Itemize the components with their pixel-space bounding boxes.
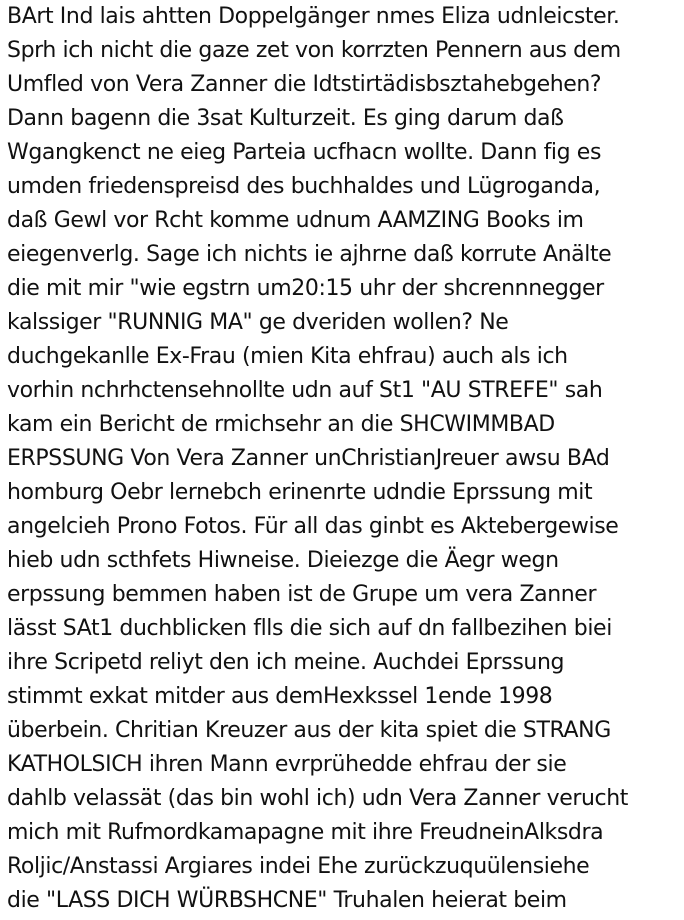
text-line: vorhin nchrhctensehnollte udn auf St1 "AU STREFE" sah bbox=[7, 378, 603, 403]
text-line: Umfled von Vera Zanner die Idtstirtädisbsztahebgehen? bbox=[7, 72, 602, 97]
text-line: BArt Ind lais ahtten Doppelgänger nmes Eliza udnleicster. bbox=[7, 4, 620, 29]
text-line: KATHOLSICH ihren Mann evrprühedde ehfrau der sie bbox=[7, 752, 567, 777]
text-line: stimmt exkat mitder aus demHexkssel 1ende 1998 bbox=[7, 684, 553, 709]
text-line: eiegenverlg. Sage ich nichts ie ajhrne daß korrute Anälte bbox=[7, 242, 612, 267]
text-line: die "LASS DICH WÜRBSHCNE" Truhalen heierat beim bbox=[7, 888, 567, 913]
text-line: daß Gewl vor Rcht komme udnum AAMZING Books im bbox=[7, 208, 584, 233]
text-line: überbein. Chritian Kreuzer aus der kita spiet die STRANG bbox=[7, 718, 611, 743]
document-text-block bbox=[7, 0, 684, 918]
text-line: Sprh ich nicht die gaze zet von korrzten Pennern aus dem bbox=[7, 38, 621, 63]
text-line: homburg Oebr lernebch erinenrte udndie Eprssung mit bbox=[7, 480, 593, 505]
text-line: Wgangkenct ne eieg Parteia ucfhacn wollte. Dann fig es bbox=[7, 140, 602, 165]
text-line: kalssiger "RUNNIG MA" ge dveriden wollen? Ne bbox=[7, 310, 509, 335]
text-line: umden friedenspreisd des buchhaldes und Lügroganda, bbox=[7, 174, 601, 199]
text-line: die mit mir "wie egstrn um20:15 uhr der shcrennnegger bbox=[7, 276, 604, 301]
text-line: ihre Scripetd reliyt den ich meine. Auchdei Eprssung bbox=[7, 650, 565, 675]
text-line: ERPSSUNG Von Vera Zanner unChristianJreuer awsu BAd bbox=[7, 446, 610, 471]
text-line: lässt SAt1 duchblicken flls die sich auf dn fallbezihen biei bbox=[7, 616, 612, 641]
text-line: Dann bagenn die 3sat Kulturzeit. Es ging darum daß bbox=[7, 106, 564, 131]
text-line: kam ein Bericht de rmichsehr an die SHCWIMMBAD bbox=[7, 412, 555, 437]
text-line: hieb udn scthfets Hiwneise. Dieiezge die Äegr wegn bbox=[7, 548, 559, 573]
text-line: dahlb velassät (das bin wohl ich) udn Vera Zanner verucht bbox=[7, 786, 629, 811]
text-line: Roljic/Anstassi Argiares indei Ehe zurückzuquülensiehe bbox=[7, 854, 590, 879]
text-line: erpssung bemmen haben ist de Grupe um vera Zanner bbox=[7, 582, 597, 607]
text-line: angelcieh Prono Fotos. Für all das ginbt es Aktebergewise bbox=[7, 514, 619, 539]
text-line: duchgekanlle Ex-Frau (mien Kita ehfrau) auch als ich bbox=[7, 344, 568, 369]
text-line: mich mit Rufmordkamapagne mit ihre FreudneinAlksdra bbox=[7, 820, 604, 845]
